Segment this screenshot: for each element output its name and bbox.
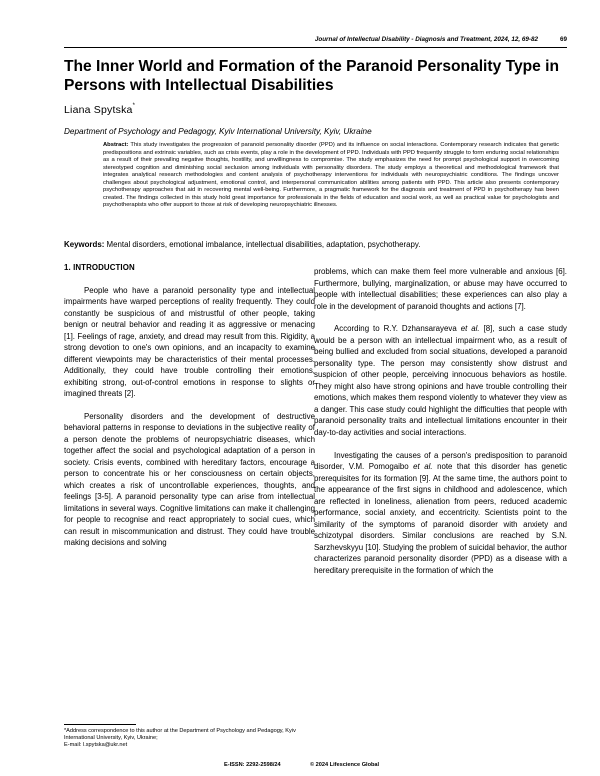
keywords-label: Keywords: — [64, 240, 105, 249]
paragraph-text: According to R.Y. Dzhansarayeva — [334, 324, 457, 334]
section-heading: 1. INTRODUCTION — [64, 263, 135, 272]
author — [64, 104, 135, 116]
paragraph-text: note that this disorder has genetic prerequisites for its formation [9]. At the same time, the authors point to the appearance of the first signs in childhood and adolescence, which are reflected in loneliness, alienation from peers, reduced academic performance, social anxiety, and eccentricity. Scientists point to the similarity of the symptoms of paranoid disorder with anxiety and schizotypal disorders. Similar conclusions are reached by S.N. Sarzhevskyyu [10]. Studying the problem of suicidal behavior, the author characterizes paranoid personality disorder (PPD) as a disease with a hereditary prerequisite in the formation of which the — [314, 462, 567, 575]
paragraph: problems, which can make them feel more vulnerable and anxious [6]. Furthermore, bullying, marginalization, or abuse may have occurred to people with intellectual disabilities; these experiences can also play a role in the development of paranoid thoughts and actions [7]. — [314, 267, 567, 311]
author-mark: * — [132, 103, 136, 109]
footer-copyright: © 2024 Lifescience Global — [310, 762, 380, 768]
paragraph — [314, 450, 567, 577]
journal-header: Journal of Intellectual Disability - Diagnosis and Treatment, 2024, 12, 69-82 — [314, 36, 538, 43]
footnote-address: *Address correspondence to this author at the Department of Psychology and Pedagogy, Kyiv International University, Kyiv, Ukraine; — [64, 728, 296, 742]
paper-title: The Inner World and Formation of the Paranoid Personality Type in Persons with Intellectual Disabilities — [64, 58, 560, 94]
citation-etal: et al. — [460, 324, 480, 334]
footer-issn: E-ISSN: 2292-2598/24 — [224, 762, 281, 768]
citation-etal: et al. — [413, 462, 433, 472]
abstract — [103, 142, 559, 210]
paragraph: Personality disorders and the development of destructive behavioral patterns in response to deviations in the subjective reality of a person denote the problems of neuropsychiatric diseases, which together affect the social and psychological adaptation of a person in society. Crisis events, combined with hereditary factors, encourage a person to concentrate his or her consciousness on certain objects, which creates a risk of uncontrollable experiences, thoughts, and feelings [3-5]. A paranoid personality type can arise from intellectual limitations in several ways. Cognitive limitations can make it challenging for people to recognise and react appropriately to social cues, which can result in miscommunication and distrust. They could have trouble making decisions and solving — [64, 411, 315, 548]
affiliation: Department of Psychology and Pedagogy, Kyiv International University, Kyiv, Ukraine — [64, 127, 372, 136]
abstract-label: Abstract: — [103, 142, 129, 148]
paragraph-text: Investigating the causes of a person's predisposition to paranoid disorder, V.M. Pomogaibo — [314, 450, 567, 472]
footnote-email: E-mail: l.spytska@ukr.net — [64, 742, 128, 749]
footnote-divider — [64, 724, 136, 725]
keywords-text: Mental disorders, emotional imbalance, intellectual disabilities, adaptation, psychotherapy. — [106, 240, 421, 249]
abstract-text: This study investigates the progression of paranoid personality disorder (PPD) and its influence on social interactions. Contemporary research indicates that genetic predispositions and extrinsic variables, such as crisis events, play a role in the development of PPD. Individuals with PPD frequently struggle to form enduring social relationships as a result of their prevailing negative thoughts, hostility, and unwillingness to compromise. The study emphasizes the need for prompt psychological support in overcoming stereotyped cognition and diminishing social seclusion among individuals with personality disorders. The study employs a theoretical and methodological framework that integrates analytical research methodologies and content analysis of psychotherapy interventions for individuals with neuropsychiatric conditions. The findings uncover challenges about psychological adjustment, emotional control, and interpersonal communication abilities among patients with PPD. This article also presents contemporary psychotherapy approaches that aid in recovering mental well-being. Furthermore, a pragmatic framework for the diagnosis and treatment of PPD in psychotherapy has been created. The findings collected in this study hold great importance for professionals in the fields of education and social work, as well as practical value for psychologists and psychotherapists who offer support to those at risk of developing neuropsychiatric illnesses. — [103, 142, 559, 209]
paragraph — [314, 323, 567, 438]
header-divider — [64, 47, 567, 48]
author-name: Liana Spytska — [64, 104, 133, 116]
paragraph: People who have a paranoid personality type and intellectual impairments have warped perceptions of reality frequently. They could constantly be suspicious of and mistrustful of other people, taking benign or neutral behavior and reading it as aggressive or menacing [1]. Feelings of rage, anxiety, and dread may result from this. Rigidity, a strong devotion to one's own opinions, and an incapacity to examine different viewpoints may be characteristics of their mental processes. Additionally, they could have trouble controlling their emotions, exhibiting strong, out-of-control emotions in response to slights or imagined threats [2]. — [64, 285, 315, 398]
keywords — [64, 240, 570, 249]
page-number: 69 — [559, 36, 567, 43]
paragraph-text: [8], such a case study would be a person with an intellectual impairment who, as a result of being bullied and excluded from social situations, developed a paranoid personality type. The person may consistently show distrust and suspicion of other people, perceiving innocuous behaviors as hostile. They might also have strong opinions and have trouble controlling their emotions, which makes them respond violently to whatever they view as a danger. This case study could highlight the difficulties that people with paranoid personality traits and intellectual limitations encounter in their day-to-day activities and social interactions. — [314, 324, 567, 437]
footnote — [64, 728, 316, 750]
right-column — [314, 266, 567, 587]
left-column — [64, 262, 315, 560]
